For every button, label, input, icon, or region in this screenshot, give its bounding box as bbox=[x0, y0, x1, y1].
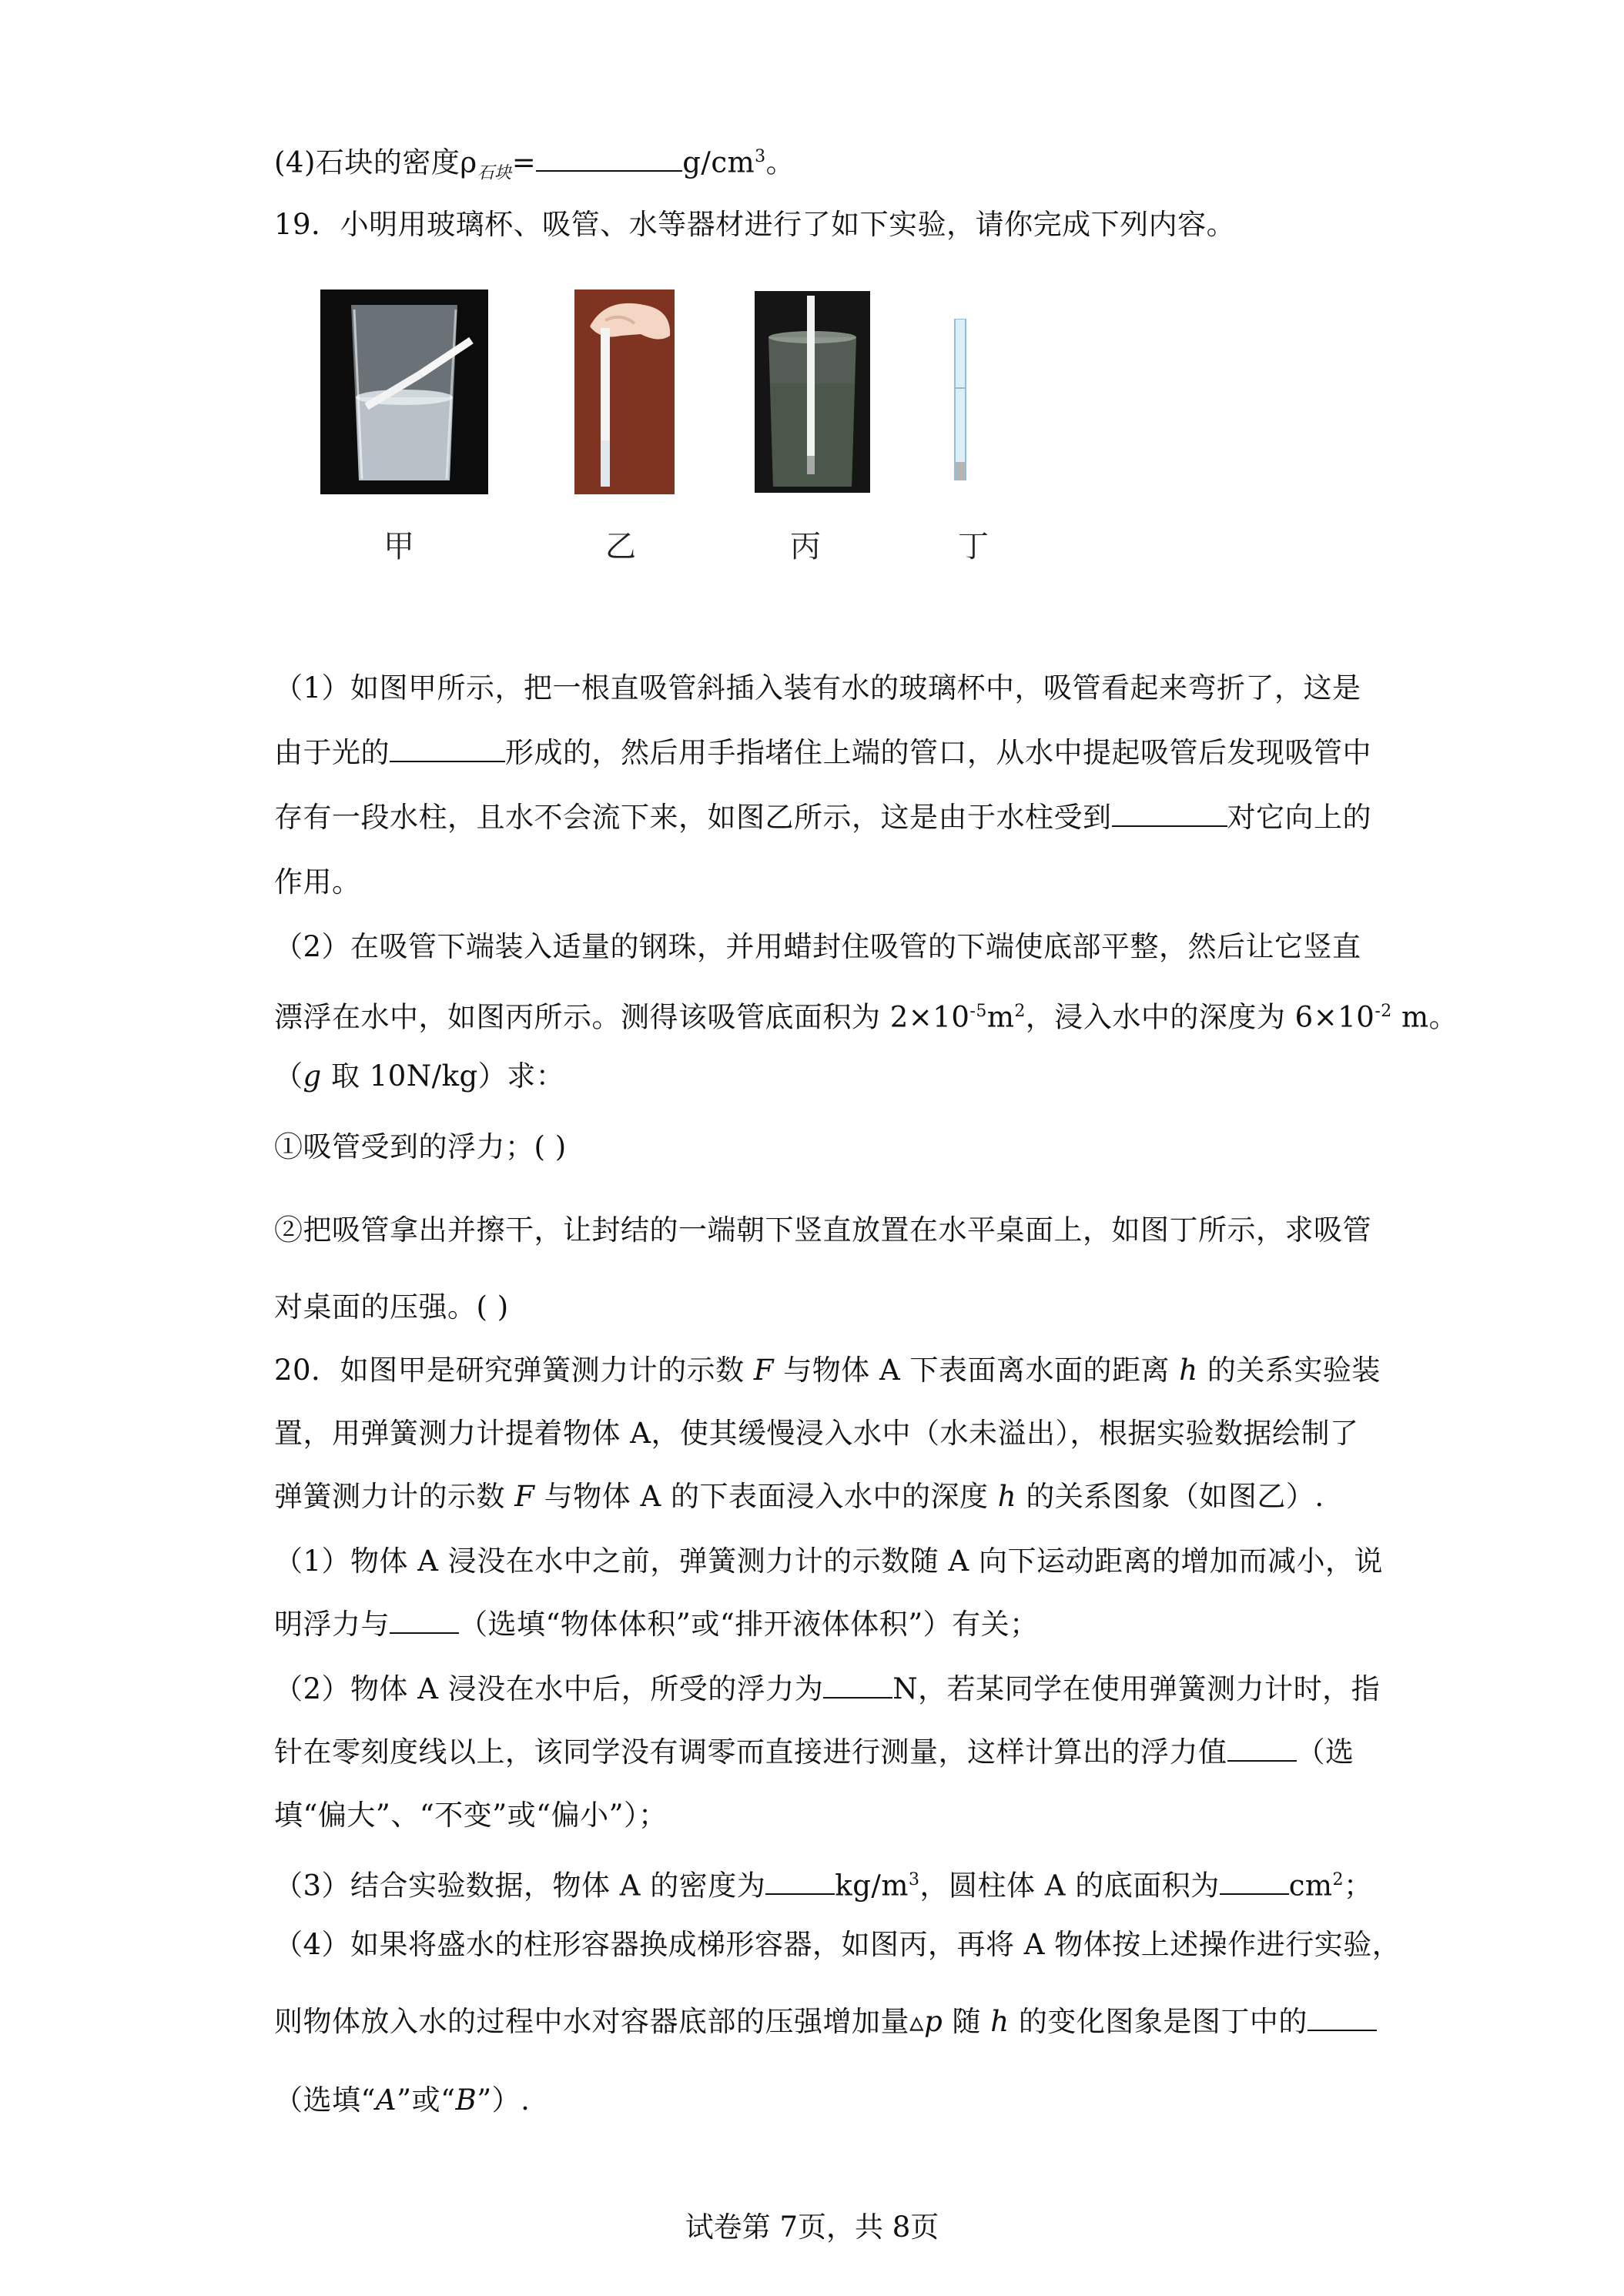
text: （2）物体 A 浸没在水中后，所受的浮力为 bbox=[274, 1672, 824, 1705]
text: = bbox=[511, 146, 537, 179]
text: kg/m bbox=[835, 1869, 909, 1903]
answer-blank[interactable] bbox=[1227, 1734, 1297, 1762]
q19-intro: 19．小明用玻璃杯、吸管、水等器材进行了如下实验，请你完成下列内容。 bbox=[274, 208, 1236, 241]
text: 由于光的 bbox=[274, 736, 390, 769]
answer-blank[interactable] bbox=[765, 1867, 835, 1895]
q20-p2-line2 bbox=[274, 1731, 1368, 1774]
answer-blank[interactable] bbox=[390, 735, 505, 762]
text: cm bbox=[1288, 1869, 1333, 1903]
q20-p2-line3: 填“偏大”、“不变”或“偏小”）； bbox=[274, 1799, 668, 1832]
text: ”或“ bbox=[397, 2083, 456, 2117]
answer-blank[interactable] bbox=[1308, 2003, 1377, 2031]
text: （选 bbox=[1296, 1735, 1354, 1769]
figure-hand-straw-image bbox=[574, 290, 675, 494]
answer-blank[interactable] bbox=[823, 1671, 892, 1699]
q19-sub1: ①吸管受到的浮力；( ) bbox=[274, 1130, 567, 1163]
var-g: g bbox=[303, 1059, 322, 1093]
text: 20．如图甲是研究弹簧测力计的示数 bbox=[274, 1354, 754, 1387]
q19-p1-line3 bbox=[274, 796, 1371, 839]
text: 的变化图象是图丁中的 bbox=[1009, 2005, 1308, 2038]
q19-p1-line4: 作用。 bbox=[274, 865, 361, 899]
q20-p1-line1: （1）物体 A 浸没在水中之前，弹簧测力计的示数随 A 向下运动距离的增加而减小，说 bbox=[274, 1545, 1384, 1578]
figure-label-bing: 丙 bbox=[790, 529, 821, 564]
text: ”）. bbox=[477, 2083, 531, 2117]
text: （3）结合实验数据，物体 A 的密度为 bbox=[274, 1869, 766, 1903]
answer-blank[interactable] bbox=[390, 1606, 459, 1634]
text: 与物体 A 下表面离水面的距离 bbox=[774, 1354, 1180, 1387]
text: 取 10N/kg）求： bbox=[321, 1059, 565, 1093]
text: 。 bbox=[765, 146, 795, 179]
q19-p2-line3 bbox=[274, 1055, 1368, 1098]
text: （选填“物体体积”或“排开液体体积”）有关； bbox=[459, 1608, 1039, 1641]
figure-glass-straw-image bbox=[320, 290, 488, 494]
text: m bbox=[986, 1000, 1015, 1034]
superscript: 3 bbox=[908, 1870, 920, 1889]
figure-label-jia: 甲 bbox=[383, 529, 414, 564]
text: 的关系图象（如图乙）. bbox=[1016, 1480, 1324, 1513]
text: 则物体放入水的过程中水对容器底部的压强增加量 bbox=[274, 2005, 909, 2038]
q20-p1-line2 bbox=[274, 1603, 1368, 1646]
text: 随 bbox=[943, 2005, 991, 2038]
figure-floating-straw-image bbox=[755, 291, 870, 493]
text: （选填“ bbox=[274, 2083, 376, 2117]
var-delta-p: ▵p bbox=[909, 2005, 943, 2038]
q20-p2-line1 bbox=[274, 1668, 1381, 1711]
text: (4)石块的密度ρ bbox=[274, 146, 477, 179]
answer-blank[interactable] bbox=[1220, 1867, 1289, 1895]
q19-p2-line2 bbox=[274, 990, 1458, 1039]
q19-p2-line1: （2）在吸管下端装入适量的钢珠，并用蜡封住吸管的下端使底部平整，然后让它竖直 bbox=[274, 930, 1361, 963]
q19-sub2-line1: ②把吸管拿出并擦干，让封结的一端朝下竖直放置在水平桌面上，如图丁所示，求吸管 bbox=[274, 1213, 1371, 1247]
answer-blank[interactable] bbox=[1112, 799, 1227, 827]
superscript: 2 bbox=[1332, 1870, 1344, 1889]
q19-p1-line1: （1）如图甲所示，把一根直吸管斜插入装有水的玻璃杯中，吸管看起来弯折了，这是 bbox=[274, 671, 1361, 705]
superscript: 3 bbox=[755, 147, 766, 166]
figure-label-ding: 丁 bbox=[958, 529, 989, 564]
var-h: h bbox=[990, 2005, 1010, 2038]
option-B: B bbox=[455, 2083, 477, 2117]
q20-line1 bbox=[274, 1349, 1381, 1392]
var-h: h bbox=[997, 1480, 1017, 1513]
text: 对它向上的 bbox=[1227, 801, 1371, 834]
text: N，若某同学在使用弹簧测力计时，指 bbox=[892, 1672, 1381, 1705]
text: 漂浮在水中，如图丙所示。测得该吸管底面积为 2×10 bbox=[274, 1000, 970, 1034]
q19-p1-line2 bbox=[274, 731, 1371, 775]
text: （ bbox=[274, 1059, 303, 1093]
text: ； bbox=[1344, 1869, 1373, 1903]
page-footer: 试卷第 7页，共 8页 bbox=[685, 2211, 939, 2244]
text: ，浸入水中的深度为 6×10 bbox=[1025, 1000, 1375, 1034]
text: 与物体 A 的下表面浸入水中的深度 bbox=[534, 1480, 998, 1513]
figure-standing-straw-image bbox=[950, 319, 970, 480]
text: m。 bbox=[1391, 1000, 1458, 1034]
superscript: 2 bbox=[1014, 1002, 1026, 1021]
option-A: A bbox=[375, 2083, 397, 2117]
text: 明浮力与 bbox=[274, 1608, 390, 1641]
q19-figure-row bbox=[316, 290, 1009, 520]
q20-p3 bbox=[274, 1859, 1373, 1907]
q20-p4-line2 bbox=[274, 2000, 1368, 2043]
q20-line3 bbox=[274, 1475, 1368, 1518]
var-F: F bbox=[753, 1354, 775, 1387]
q20-p4-line3 bbox=[274, 2079, 1368, 2122]
var-F: F bbox=[514, 1480, 535, 1513]
text: 弹簧测力计的示数 bbox=[274, 1480, 515, 1513]
unit: g/cm bbox=[682, 146, 755, 179]
superscript: -5 bbox=[969, 1002, 987, 1021]
var-h: h bbox=[1179, 1354, 1198, 1387]
subscript: 石块 bbox=[477, 163, 512, 183]
text: 针在零刻度线以上，该同学没有调零而直接进行测量，这样计算出的浮力值 bbox=[274, 1735, 1227, 1769]
q18-part4 bbox=[274, 136, 1368, 196]
q20-p4-line1: （4）如果将盛水的柱形容器换成梯形容器，如图丙，再将 A 物体按上述操作进行实验， bbox=[274, 1928, 1401, 1961]
superscript: -2 bbox=[1375, 1002, 1392, 1021]
text: 形成的，然后用手指堵住上端的管口，从水中提起吸管后发现吸管中 bbox=[505, 736, 1371, 769]
figure-label-yi: 乙 bbox=[605, 529, 636, 564]
text: 存有一段水柱，且水不会流下来，如图乙所示，这是由于水柱受到 bbox=[274, 801, 1112, 834]
text: ，圆柱体 A 的底面积为 bbox=[919, 1869, 1220, 1903]
text: 的关系实验装 bbox=[1197, 1354, 1381, 1387]
q20-line2: 置，用弹簧测力计提着物体 A，使其缓慢浸入水中（水未溢出），根据实验数据绘制了 bbox=[274, 1417, 1359, 1450]
answer-blank[interactable] bbox=[536, 144, 682, 172]
q19-sub2-line2: 对桌面的压强。( ) bbox=[274, 1290, 509, 1324]
